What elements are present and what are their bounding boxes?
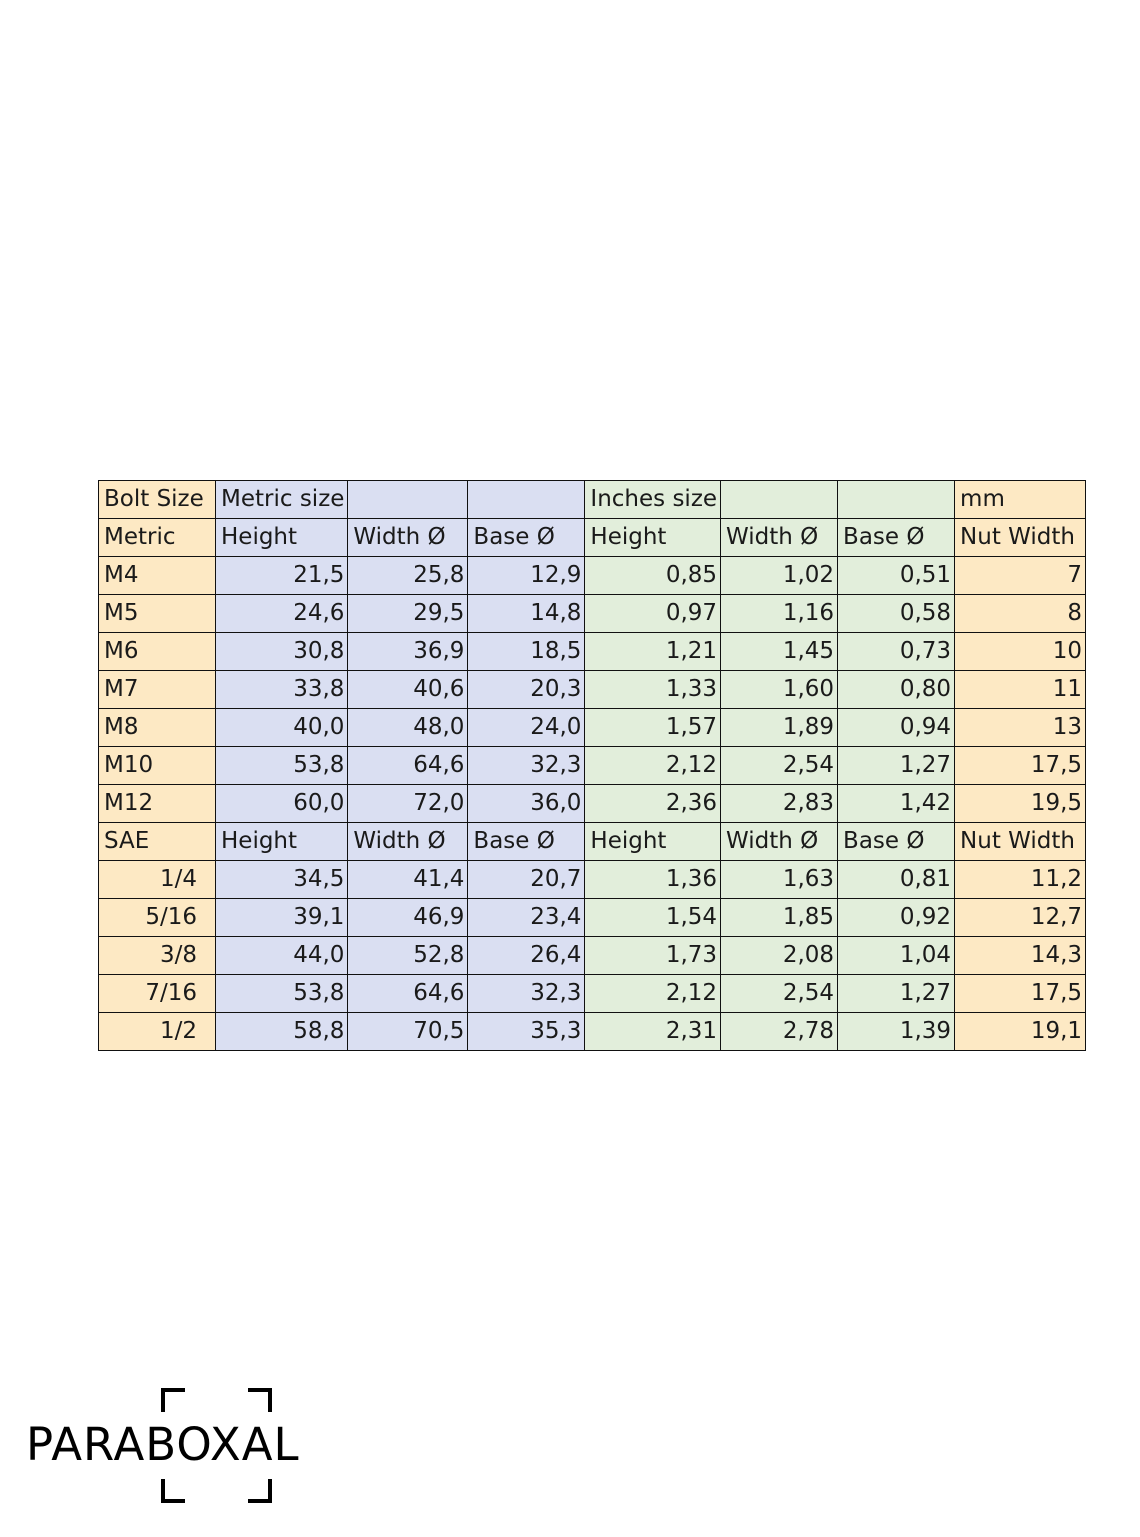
table-cell: 1,27 (838, 975, 955, 1013)
table-cell: 1/2 (99, 1013, 216, 1051)
table-cell: 19,5 (955, 785, 1086, 823)
table-cell: 64,6 (348, 747, 468, 785)
table-cell: 72,0 (348, 785, 468, 823)
table-cell: 33,8 (216, 671, 348, 709)
table-cell: 36,0 (468, 785, 585, 823)
table-cell: 2,08 (721, 937, 838, 975)
table-cell: 19,1 (955, 1013, 1086, 1051)
table-cell: Base Ø (468, 823, 585, 861)
table-cell: 23,4 (468, 899, 585, 937)
table-row (99, 1013, 1086, 1051)
table-cell: 0,85 (585, 557, 721, 595)
table-cell: 1,63 (721, 861, 838, 899)
frame-corner-top-left (161, 1388, 185, 1412)
table-cell: 53,8 (216, 975, 348, 1013)
table-cell: 40,6 (348, 671, 468, 709)
table-cell: 70,5 (348, 1013, 468, 1051)
table-cell: mm (955, 481, 1086, 519)
table-cell: Nut Width (955, 519, 1086, 557)
table-cell: 17,5 (955, 975, 1086, 1013)
table-cell: 2,36 (585, 785, 721, 823)
table-cell: 1,36 (585, 861, 721, 899)
table-cell: 0,73 (838, 633, 955, 671)
table-cell: 11 (955, 671, 1086, 709)
table-cell: Base Ø (838, 823, 955, 861)
frame-corner-bottom-left (161, 1479, 185, 1503)
table-cell: 2,78 (721, 1013, 838, 1051)
table-cell: 29,5 (348, 595, 468, 633)
table-cell: Base Ø (468, 519, 585, 557)
table-cell: Width Ø (348, 823, 468, 861)
table-cell: 18,5 (468, 633, 585, 671)
table-cell: 20,3 (468, 671, 585, 709)
table-cell: 17,5 (955, 747, 1086, 785)
table-cell: Width Ø (721, 823, 838, 861)
table-cell: M7 (99, 671, 216, 709)
table-cell: 12,9 (468, 557, 585, 595)
table-cell: 0,92 (838, 899, 955, 937)
table-cell: 14,8 (468, 595, 585, 633)
table-cell: Base Ø (838, 519, 955, 557)
table-cell: 2,54 (721, 747, 838, 785)
bolt-size-table (98, 480, 1086, 1051)
table-cell: 3/8 (99, 937, 216, 975)
table-cell: 7 (955, 557, 1086, 595)
table-cell: 0,58 (838, 595, 955, 633)
table-cell: 58,8 (216, 1013, 348, 1051)
table-cell: 34,5 (216, 861, 348, 899)
table-cell: M6 (99, 633, 216, 671)
table-cell: 60,0 (216, 785, 348, 823)
table-cell: 1,73 (585, 937, 721, 975)
table-cell: 1,89 (721, 709, 838, 747)
table-cell: Metric (99, 519, 216, 557)
table-cell: 24,0 (468, 709, 585, 747)
table-row (99, 557, 1086, 595)
table-cell: Height (216, 519, 348, 557)
table-cell: Height (585, 519, 721, 557)
table-cell: 24,6 (216, 595, 348, 633)
table-cell: 26,4 (468, 937, 585, 975)
table-cell: 1,42 (838, 785, 955, 823)
table-cell: M4 (99, 557, 216, 595)
table-cell: 1,27 (838, 747, 955, 785)
table-cell: 2,12 (585, 975, 721, 1013)
table-cell: 0,81 (838, 861, 955, 899)
table-cell: 1,33 (585, 671, 721, 709)
table-cell: 1,02 (721, 557, 838, 595)
table-cell: 0,94 (838, 709, 955, 747)
table-cell: Nut Width (955, 823, 1086, 861)
table-cell: Metric size (216, 481, 348, 519)
table-cell: 41,4 (348, 861, 468, 899)
table-cell: Inches size (585, 481, 721, 519)
table-cell: 30,8 (216, 633, 348, 671)
table-cell (348, 481, 468, 519)
table-cell: 2,83 (721, 785, 838, 823)
table-cell: 14,3 (955, 937, 1086, 975)
table-cell: 46,9 (348, 899, 468, 937)
table-cell: 0,97 (585, 595, 721, 633)
table-cell (721, 481, 838, 519)
table-cell: 1,54 (585, 899, 721, 937)
table-cell: 1,60 (721, 671, 838, 709)
table-cell: SAE (99, 823, 216, 861)
table-cell: M12 (99, 785, 216, 823)
table-row (99, 899, 1086, 937)
table-cell: 53,8 (216, 747, 348, 785)
table-cell: 1/4 (99, 861, 216, 899)
table-cell: M10 (99, 747, 216, 785)
table-cell: 25,8 (348, 557, 468, 595)
sae-header-row (99, 823, 1086, 861)
table-cell: 2,12 (585, 747, 721, 785)
table-cell: 2,54 (721, 975, 838, 1013)
table-cell: 52,8 (348, 937, 468, 975)
table-row (99, 861, 1086, 899)
table-cell: 64,6 (348, 975, 468, 1013)
table-cell: 35,3 (468, 1013, 585, 1051)
table-cell: 48,0 (348, 709, 468, 747)
metric-header-row (99, 519, 1086, 557)
table-cell: 36,9 (348, 633, 468, 671)
logo-text: PARABOXAL (26, 1418, 300, 1471)
table-cell: 1,85 (721, 899, 838, 937)
table-cell: 20,7 (468, 861, 585, 899)
table-cell: 40,0 (216, 709, 348, 747)
frame-corner-top-right (248, 1388, 272, 1412)
table-cell: 2,31 (585, 1013, 721, 1051)
table-row (99, 709, 1086, 747)
table-row (99, 671, 1086, 709)
table-cell: 39,1 (216, 899, 348, 937)
table-cell: 10 (955, 633, 1086, 671)
table-cell: 21,5 (216, 557, 348, 595)
table-cell: 5/16 (99, 899, 216, 937)
table-cell: Bolt Size (99, 481, 216, 519)
table-cell: Height (216, 823, 348, 861)
table-cell: Width Ø (348, 519, 468, 557)
paraboxal-logo (26, 1388, 336, 1502)
table-cell: 44,0 (216, 937, 348, 975)
table-cell: 1,57 (585, 709, 721, 747)
table-cell: 0,80 (838, 671, 955, 709)
table-row (99, 937, 1086, 975)
table-cell: 1,21 (585, 633, 721, 671)
table-cell: M5 (99, 595, 216, 633)
table-row (99, 633, 1086, 671)
table-cell: 7/16 (99, 975, 216, 1013)
table-cell: 11,2 (955, 861, 1086, 899)
table-cell (838, 481, 955, 519)
table-cell: Height (585, 823, 721, 861)
table-cell: 1,45 (721, 633, 838, 671)
table-cell: 1,04 (838, 937, 955, 975)
table-cell: 12,7 (955, 899, 1086, 937)
table-row (99, 747, 1086, 785)
table-row (99, 785, 1086, 823)
table-header-row (99, 481, 1086, 519)
table-row (99, 975, 1086, 1013)
table-cell: 13 (955, 709, 1086, 747)
table-cell: 1,39 (838, 1013, 955, 1051)
table-cell: 1,16 (721, 595, 838, 633)
table-row (99, 595, 1086, 633)
table-cell: Width Ø (721, 519, 838, 557)
frame-corner-bottom-right (248, 1479, 272, 1503)
table-cell: 8 (955, 595, 1086, 633)
table-cell: 0,51 (838, 557, 955, 595)
table-cell (468, 481, 585, 519)
table-cell: 32,3 (468, 975, 585, 1013)
table-cell: 32,3 (468, 747, 585, 785)
table-cell: M8 (99, 709, 216, 747)
